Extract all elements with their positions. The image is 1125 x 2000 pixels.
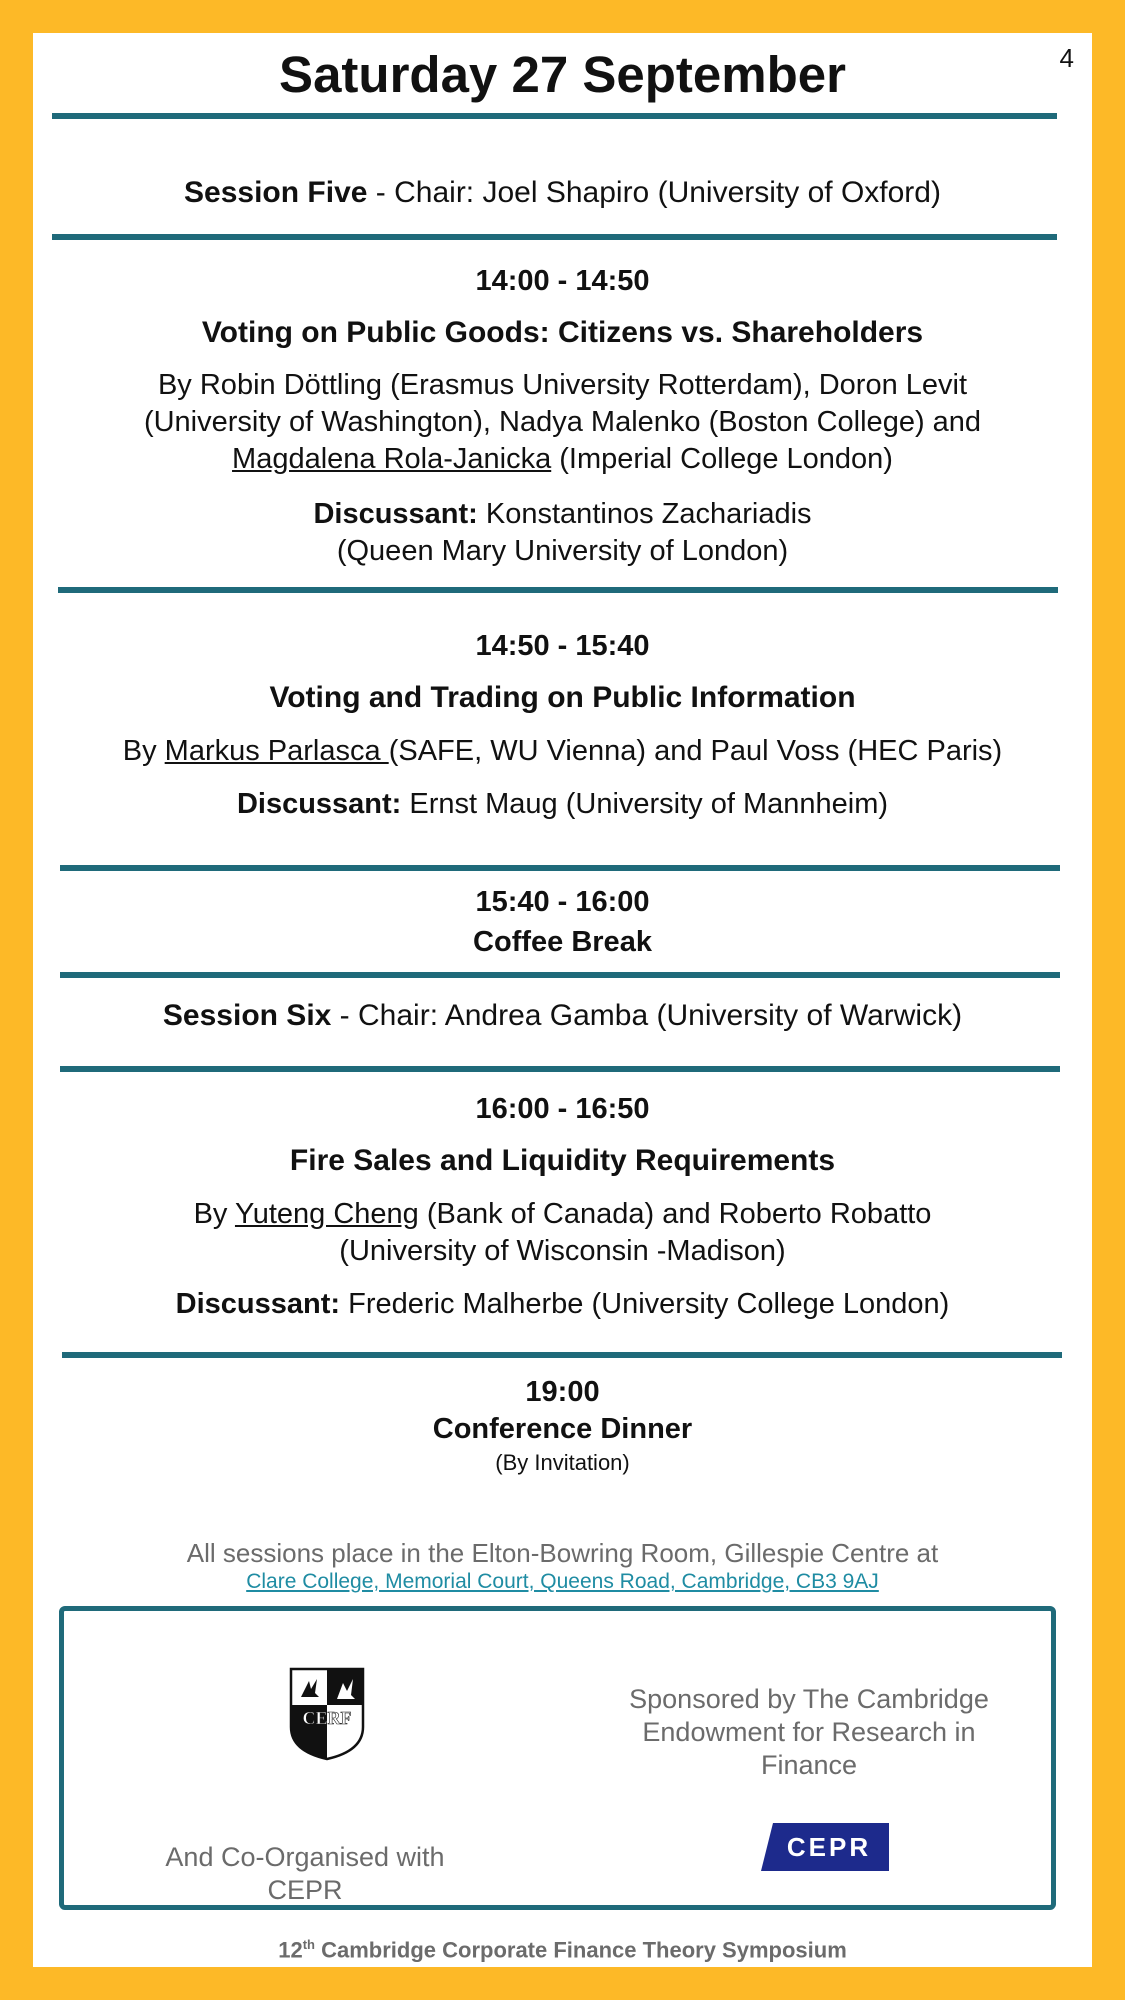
authors-by: By: [193, 1198, 235, 1230]
paper-authors: [33, 1196, 1092, 1270]
discussant-name: Konstantinos Zachariadis: [477, 498, 812, 530]
discussant-label: Discussant:: [236, 788, 402, 820]
authors-line: (University of Wisconsin -Madison): [339, 1235, 786, 1267]
session-label: Session Six: [162, 999, 332, 1032]
discussant-label: Discussant:: [313, 498, 478, 530]
dinner-time: 19:00: [525, 1376, 600, 1408]
authors-rest: (SAFE, WU Vienna) and Paul Voss (HEC Paris): [388, 735, 1003, 767]
paper-authors: [33, 367, 1092, 478]
discussant: [33, 1286, 1092, 1323]
paper-authors: [33, 733, 1092, 770]
session-six-header: [33, 999, 1092, 1033]
discussant: [33, 496, 1092, 570]
session-five-header: [33, 176, 1092, 210]
divider: [60, 972, 1060, 978]
venue-address-wrap: [33, 1570, 1092, 1594]
paper-title: Fire Sales and Liquidity Requirements: [289, 1144, 836, 1177]
divider: [62, 1352, 1062, 1358]
venue-text: All sessions place in the Elton-Bowring Room, Gillespie Centre at: [186, 1538, 939, 1568]
talk-time: 14:00 - 14:50: [475, 265, 650, 297]
page-title: Saturday 27 September: [279, 46, 846, 103]
break-time: 15:40 - 16:00: [475, 886, 650, 918]
authors-line: [33, 441, 1092, 478]
divider: [52, 113, 1057, 119]
cepr-logo-text: CEPR: [786, 1832, 872, 1862]
session-chair: - Chair: Joel Shapiro (University of Oxford): [367, 176, 941, 209]
footer-ordinal: 12: [278, 1937, 303, 1963]
discussant-label: Discussant:: [175, 1288, 341, 1320]
discussant-affiliation: (Queen Mary University of London): [336, 535, 789, 567]
presenter-affiliation: (Imperial College London): [551, 443, 893, 475]
paper-title: Voting and Trading on Public Information: [269, 681, 856, 714]
session-label: Session Five: [184, 176, 368, 209]
authors-by: By: [122, 735, 165, 767]
footer: [33, 1937, 1092, 1963]
page-number: 4: [1059, 43, 1074, 73]
divider: [60, 865, 1060, 871]
discussant-name: Ernst Maug (University of Mannheim): [401, 788, 889, 820]
discussant-name: Frederic Malherbe (University College London): [340, 1288, 950, 1320]
footer-ordinal-suffix: th: [302, 1937, 315, 1952]
talk-time: 16:00 - 16:50: [475, 1093, 650, 1125]
dinner-title: Conference Dinner: [432, 1413, 693, 1445]
presenter-name: Markus Parlasca: [164, 735, 389, 767]
session-chair: - Chair: Andrea Gamba (University of Warwick): [331, 999, 963, 1032]
paper-title: Voting on Public Goods: Citizens vs. Shareholders: [201, 316, 924, 349]
divider: [52, 234, 1057, 240]
venue-address-link[interactable]: Clare College, Memorial Court, Queens Road, Cambridge, CB3 9AJ: [246, 1570, 879, 1593]
program-page: [33, 33, 1092, 1967]
divider: [58, 587, 1058, 593]
dinner-note: (By Invitation): [495, 1450, 630, 1475]
footer-text: Cambridge Corporate Finance Theory Symposium: [314, 1937, 847, 1963]
cerf-logo-icon: [289, 1667, 365, 1761]
discussant: [33, 786, 1092, 823]
sponsored-by-text: Sponsored by The Cambridge Endowment for Research in Finance: [629, 1684, 989, 1780]
authors-line: By Robin Döttling (Erasmus University Rotterdam), Doron Levit: [157, 369, 968, 401]
presenter-name: Yuteng Cheng: [234, 1198, 419, 1230]
divider: [60, 1066, 1060, 1072]
authors-rest: (Bank of Canada) and Roberto Robatto: [418, 1198, 932, 1230]
cerf-logo-text: CERF: [302, 1708, 352, 1728]
presenter-name: Magdalena Rola-Janicka: [232, 443, 552, 475]
cepr-logo-icon: [761, 1823, 889, 1871]
authors-line: (University of Washington), Nadya Malenko (Boston College) and: [143, 406, 982, 438]
talk-time: 14:50 - 15:40: [475, 630, 650, 662]
break-title: Coffee Break: [473, 926, 652, 958]
coorganised-text: And Co-Organised with CEPR: [165, 1842, 445, 1905]
